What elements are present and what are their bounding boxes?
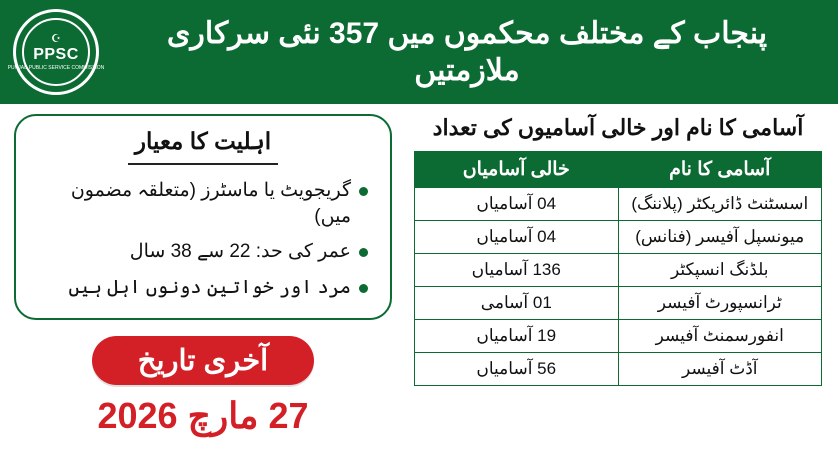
table-header-row <box>415 151 822 187</box>
ppsc-logo-icon <box>7 9 105 95</box>
cell-post: ٹرانسپورٹ آفیسر <box>618 286 822 319</box>
cell-count: 01 آسامی <box>415 286 619 319</box>
column-header-count: خالی آسامیاں <box>415 151 619 187</box>
table-body <box>415 187 822 385</box>
page-title: پنجاب کے مختلف محکموں میں 357 نئی سرکاری ملازمتیں <box>166 16 768 87</box>
poster-body <box>0 104 838 471</box>
vacancy-table-title: آسامی کا نام اور خالی آسامیوں کی تعداد <box>432 115 804 140</box>
crescent-star-icon: ☪ <box>51 32 61 45</box>
title-divider <box>128 163 278 165</box>
deadline-date-label: 27 مارچ 2026 <box>97 394 309 436</box>
cell-post: اسسٹنٹ ڈائریکٹر (پلاننگ) <box>618 187 822 220</box>
table-row <box>415 253 822 286</box>
logo-container <box>0 0 112 104</box>
bullet-icon <box>359 248 368 257</box>
cell-count: 04 آسامیاں <box>415 220 619 253</box>
vacancy-table <box>414 151 822 386</box>
cell-count: 56 آسامیاں <box>415 352 619 385</box>
poster-header <box>0 0 838 104</box>
eligibility-item-label: گریجویٹ یا ماسٹرز (متعلقہ مضمون میں) <box>70 180 351 227</box>
eligibility-title: اہلیت کا معیار <box>134 128 272 154</box>
table-row <box>415 352 822 385</box>
table-row <box>415 187 822 220</box>
cell-post: میونسپل آفیسر (فنانس) <box>618 220 822 253</box>
deadline-section <box>14 336 392 437</box>
logo-subtitle-label: PUNJAB PUBLIC SERVICE COMMISSION <box>7 64 105 71</box>
eligibility-list <box>30 173 376 306</box>
list-item <box>30 234 376 270</box>
column-header-post: آسامی کا نام <box>618 151 822 187</box>
cell-count: 19 آسامیاں <box>415 319 619 352</box>
table-row <box>415 286 822 319</box>
eligibility-item-label: عمر کی حد: 22 سے 38 سال <box>129 241 351 263</box>
cell-count: 04 آسامیاں <box>415 187 619 220</box>
cell-post: بلڈنگ انسپکٹر <box>618 253 822 286</box>
bullet-icon <box>359 284 368 293</box>
logo-abbr-label: PPSC <box>33 45 79 63</box>
cell-count: 136 آسامیاں <box>415 253 619 286</box>
right-column <box>404 104 838 471</box>
eligibility-card <box>14 114 392 320</box>
deadline-badge: آخری تاریخ <box>92 336 314 385</box>
table-row <box>415 319 822 352</box>
bullet-icon <box>359 187 368 196</box>
logo-inner-ring <box>7 18 105 86</box>
list-item <box>30 173 376 234</box>
table-row <box>415 220 822 253</box>
cell-post: انفورسمنٹ آفیسر <box>618 319 822 352</box>
left-column <box>0 104 404 471</box>
eligibility-item-label: مرد اور خواتین دونوں اہل ہیں <box>68 276 351 298</box>
list-item <box>30 270 376 306</box>
table-head <box>415 151 822 187</box>
cell-post: آڈٹ آفیسر <box>618 352 822 385</box>
